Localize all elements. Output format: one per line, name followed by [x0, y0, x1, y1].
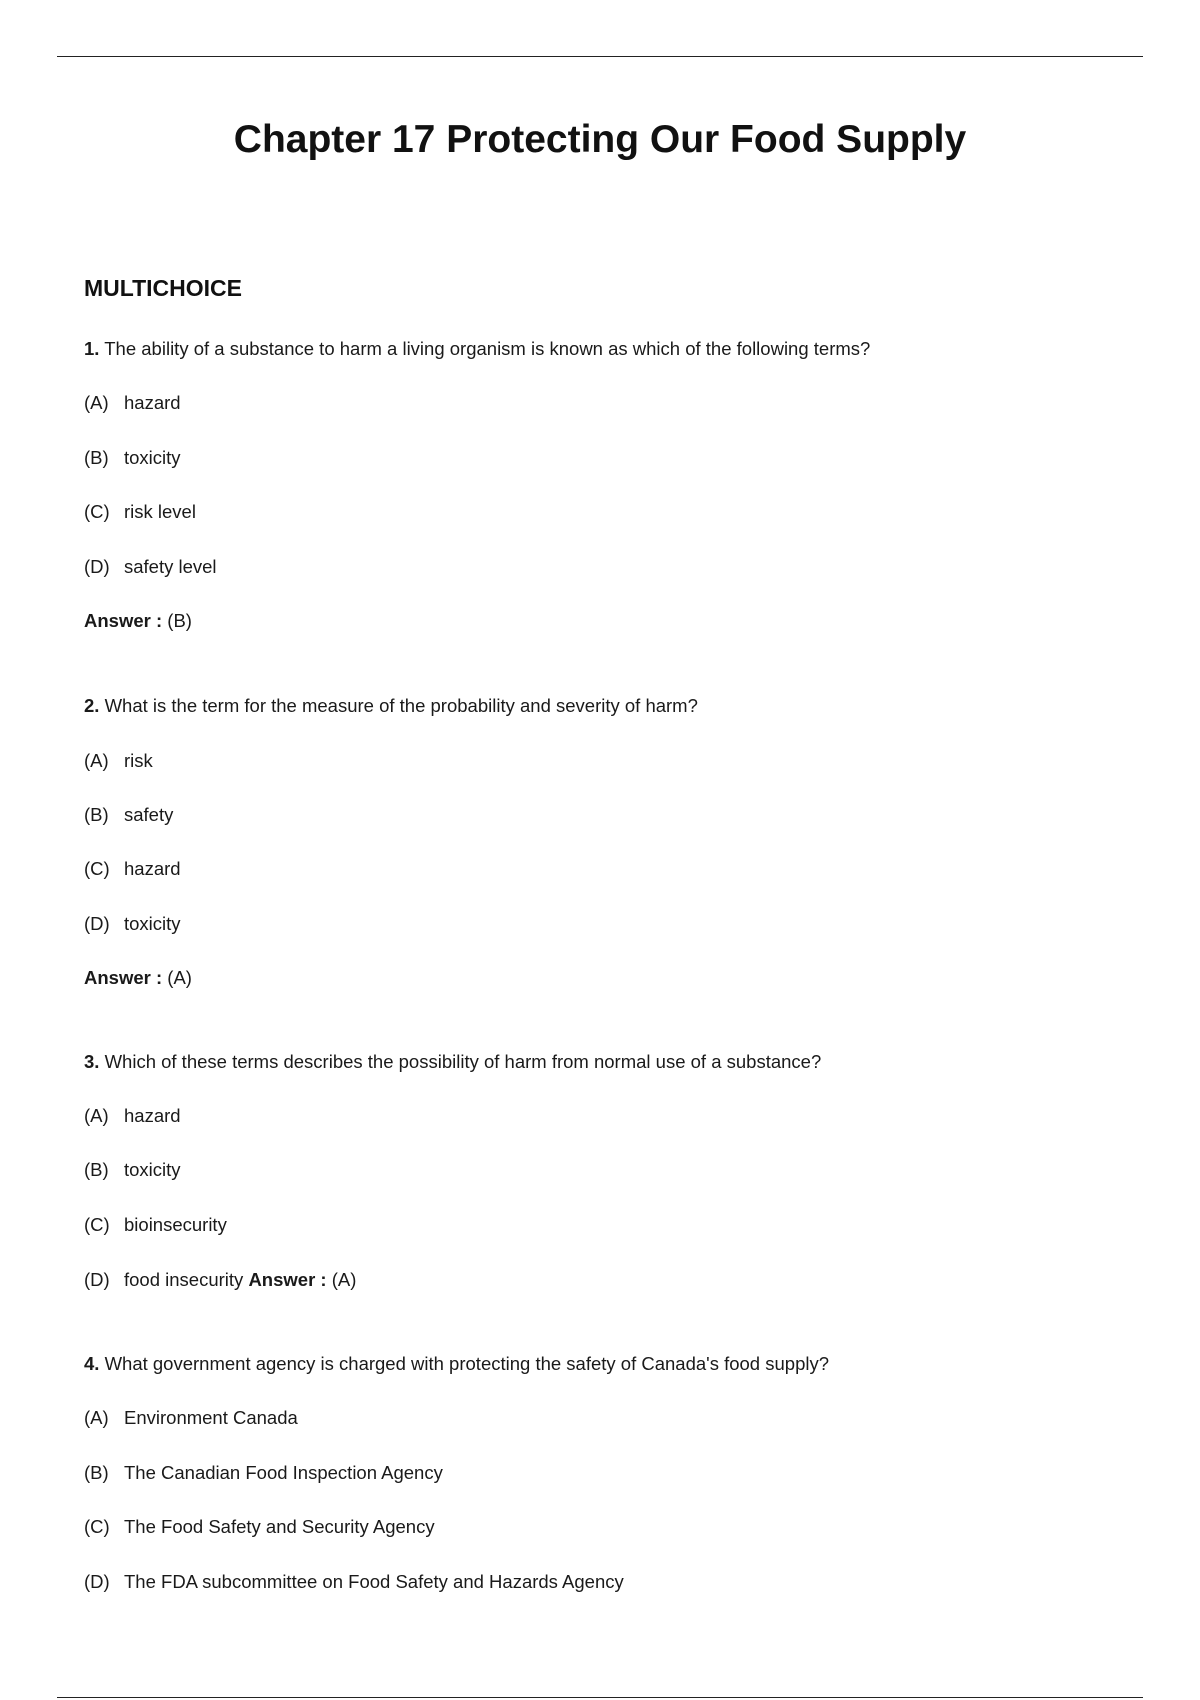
- option-b: [84, 803, 173, 827]
- answer-value: (B): [167, 610, 192, 631]
- option-letter: (B): [84, 1462, 109, 1483]
- option-letter: (A): [84, 750, 109, 771]
- question-text: The ability of a substance to harm a living organism is known as which of the following terms?: [104, 338, 871, 359]
- question-text: What government agency is charged with protecting the safety of Canada's food supply?: [104, 1353, 830, 1374]
- option-c: [84, 857, 181, 881]
- option-letter: (B): [84, 447, 109, 468]
- option-b: [84, 1461, 443, 1485]
- option-text: hazard: [124, 392, 181, 413]
- option-text: The Food Safety and Security Agency: [124, 1516, 435, 1537]
- option-text: hazard: [124, 1105, 181, 1126]
- top-rule: [57, 56, 1143, 57]
- option-d: [84, 1268, 356, 1292]
- option-d: [84, 1570, 624, 1594]
- option-text: Environment Canada: [124, 1407, 298, 1428]
- option-d: [84, 555, 217, 579]
- option-text: toxicity: [124, 913, 181, 934]
- option-text: The Canadian Food Inspection Agency: [124, 1462, 443, 1483]
- option-text: risk: [124, 750, 153, 771]
- option-text: food insecurity: [124, 1269, 244, 1290]
- question-number: 4.: [84, 1353, 100, 1374]
- option-a: [84, 1406, 298, 1430]
- option-letter: (C): [84, 1516, 110, 1537]
- option-letter: (D): [84, 913, 110, 934]
- question-number: 3.: [84, 1051, 100, 1072]
- answer-value: (A): [331, 1269, 357, 1290]
- option-text: safety level: [124, 556, 217, 577]
- question-number: 2.: [84, 695, 100, 716]
- option-letter: (A): [84, 392, 109, 413]
- option-a: [84, 749, 153, 773]
- option-b: [84, 1158, 181, 1182]
- option-letter: (D): [84, 1571, 110, 1592]
- question-text: What is the term for the measure of the probability and severity of harm?: [104, 695, 698, 716]
- option-text: safety: [124, 804, 174, 825]
- option-c: [84, 1515, 435, 1539]
- option-letter: (C): [84, 1214, 110, 1235]
- answer-line: [84, 609, 192, 633]
- question-stem: [84, 1050, 821, 1074]
- question-text: Which of these terms describes the possibility of harm from normal use of a substance?: [104, 1051, 822, 1072]
- option-a: [84, 391, 181, 415]
- section-heading: MULTICHOICE: [84, 275, 243, 301]
- option-letter: (A): [84, 1407, 109, 1428]
- option-d: [84, 912, 181, 936]
- option-letter: (A): [84, 1105, 109, 1126]
- option-letter: (D): [84, 1269, 110, 1290]
- answer-line: [84, 966, 192, 990]
- answer-label: Answer :: [84, 967, 163, 988]
- bottom-rule: [57, 1697, 1143, 1698]
- question-stem: [84, 694, 698, 718]
- option-text: toxicity: [124, 1159, 181, 1180]
- answer-value: (A): [167, 967, 192, 988]
- option-text: The FDA subcommittee on Food Safety and Hazards Agency: [124, 1571, 624, 1592]
- answer-label: Answer :: [84, 610, 163, 631]
- option-text: hazard: [124, 858, 181, 879]
- option-letter: (C): [84, 501, 110, 522]
- option-text: bioinsecurity: [124, 1214, 227, 1235]
- page-title: Chapter 17 Protecting Our Food Supply: [233, 118, 967, 161]
- option-letter: (B): [84, 1159, 109, 1180]
- question-number: 1.: [84, 338, 100, 359]
- question-stem: [84, 1352, 829, 1376]
- option-a: [84, 1104, 181, 1128]
- option-letter: (D): [84, 556, 110, 577]
- option-letter: (B): [84, 804, 109, 825]
- option-text: toxicity: [124, 447, 181, 468]
- option-c: [84, 500, 196, 524]
- option-text: risk level: [124, 501, 196, 522]
- option-letter: (C): [84, 858, 110, 879]
- answer-label: Answer :: [248, 1269, 327, 1290]
- option-b: [84, 446, 181, 470]
- option-c: [84, 1213, 227, 1237]
- question-stem: [84, 337, 870, 361]
